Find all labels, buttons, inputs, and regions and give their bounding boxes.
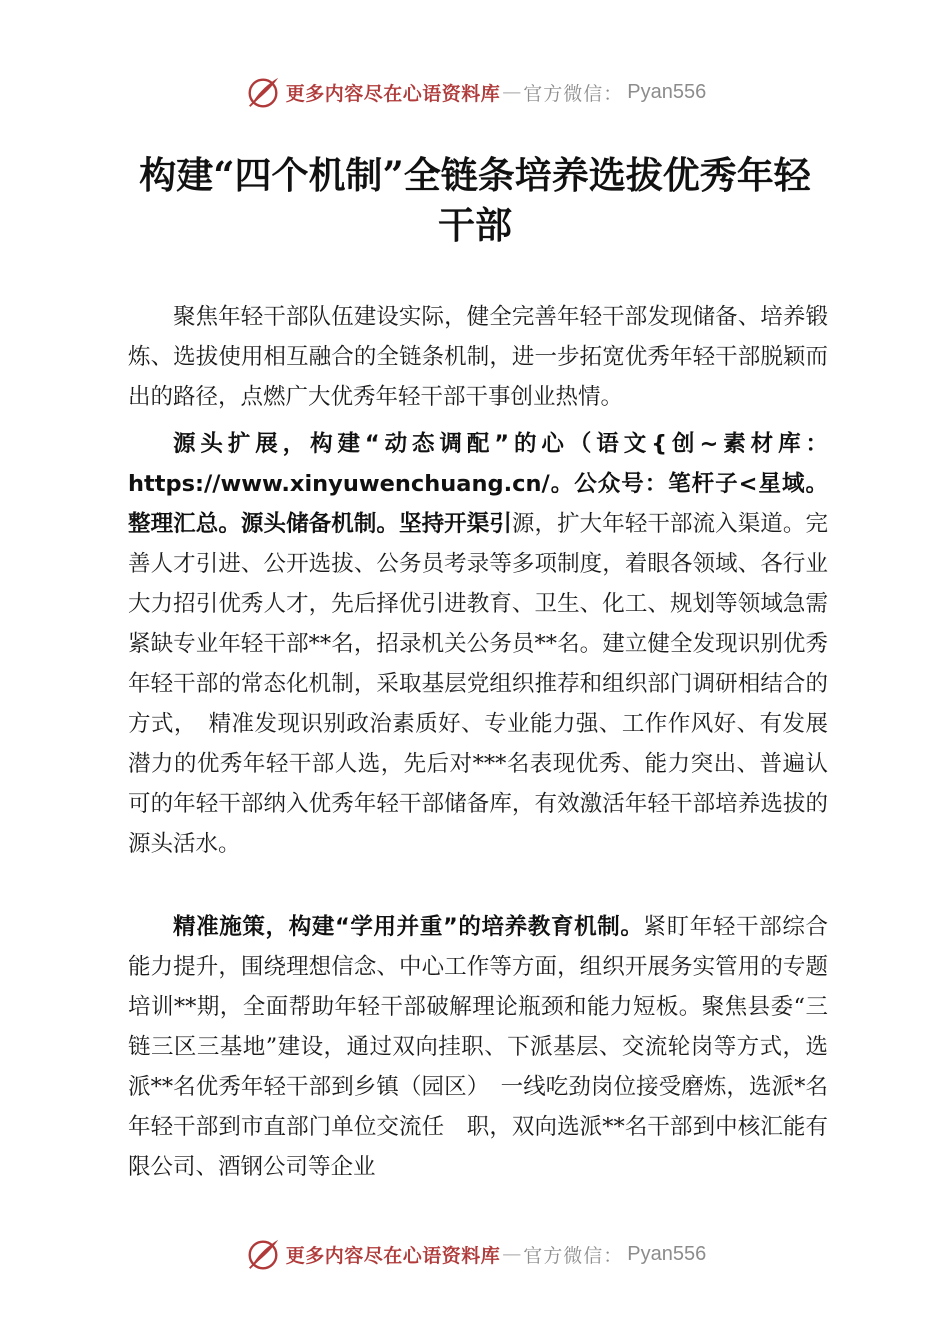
paragraph-heading: 精准施策，构建“学用并重”的培养教育机制。	[173, 914, 644, 940]
wechat-id: Pyan556	[627, 1242, 707, 1265]
wechat-id: Pyan556	[627, 80, 707, 103]
paragraph-precise-policy	[128, 907, 828, 1187]
watermark-text: 更多内容尽在心语资料库	[285, 1244, 501, 1267]
wechat-label: 官方微信：	[523, 82, 624, 105]
watermark-text: 更多内容尽在心语资料库	[285, 82, 501, 105]
paragraph-source-expansion	[128, 424, 828, 864]
watermark-separator: —	[502, 1243, 522, 1265]
paragraph-body: 紧盯年轻干部综合能力提升，围绕理想信念、中心工作等方面，组织开展务实管用的专题培训**期，全面帮助年轻干部破解理论瓶颈和能力短板。聚焦县委“三链三区三基地”建设，通过双向挂职、下派基层、交流轮岗等方式，选派**名优秀年轻干部到乡镇（园区） 一线吃劲岗位接受磨炼，选派*名年轻干部到市直部门单位交流任 职，双向选派**名干部到中核汇能有限公司、酒钢公司等企业	[128, 914, 828, 1180]
watermark-separator: —	[502, 81, 522, 103]
paragraph-heading: 源头扩展，构建“动态调配”的心（语文{创~素材库：https://www.xinyuwenchuang.cn/。公众号：笔杆子<星域。整理汇总。源头储备机制。坚持开渠引	[128, 431, 828, 537]
quill-leaf-logo-icon	[244, 1235, 282, 1273]
paragraph-body: 聚焦年轻干部队伍建设实际，健全完善年轻干部发现储备、培养锻炼、选拔使用相互融合的全链条机制，进一步拓宽优秀年轻干部脱颖而出的路径，点燃广大优秀年轻干部干事创业热情。	[128, 304, 828, 410]
paragraph-body: 源，扩大年轻干部流入渠道。完善人才引进、公开选拔、公务员考录等多项制度，着眼各领域、各行业大力招引优秀人才，先后择优引进教育、卫生、化工、规划等领域急需紧缺专业年轻干部**名，招录机关公务员**名。建立健全发现识别优秀年轻干部的常态化机制，采取基层党组织推荐和组织部门调研相结合的方式， 精准发现识别政治素质好、专业能力强、工作作风好、有发展潜力的优秀年轻干部人选，先后对***名表现优秀、能力突出、普遍认可的年轻干部纳入优秀年轻干部储备库，有效激活年轻干部培养选拔的源头活水。	[128, 511, 828, 857]
quill-leaf-logo-icon	[244, 73, 282, 111]
watermark-banner-top	[0, 70, 950, 114]
watermark-banner-bottom	[0, 1232, 950, 1276]
paragraph-intro	[128, 297, 828, 417]
wechat-label: 官方微信：	[523, 1244, 624, 1267]
document-title: 构建“四个机制”全链条培养选拔优秀年轻干部	[139, 153, 811, 247]
